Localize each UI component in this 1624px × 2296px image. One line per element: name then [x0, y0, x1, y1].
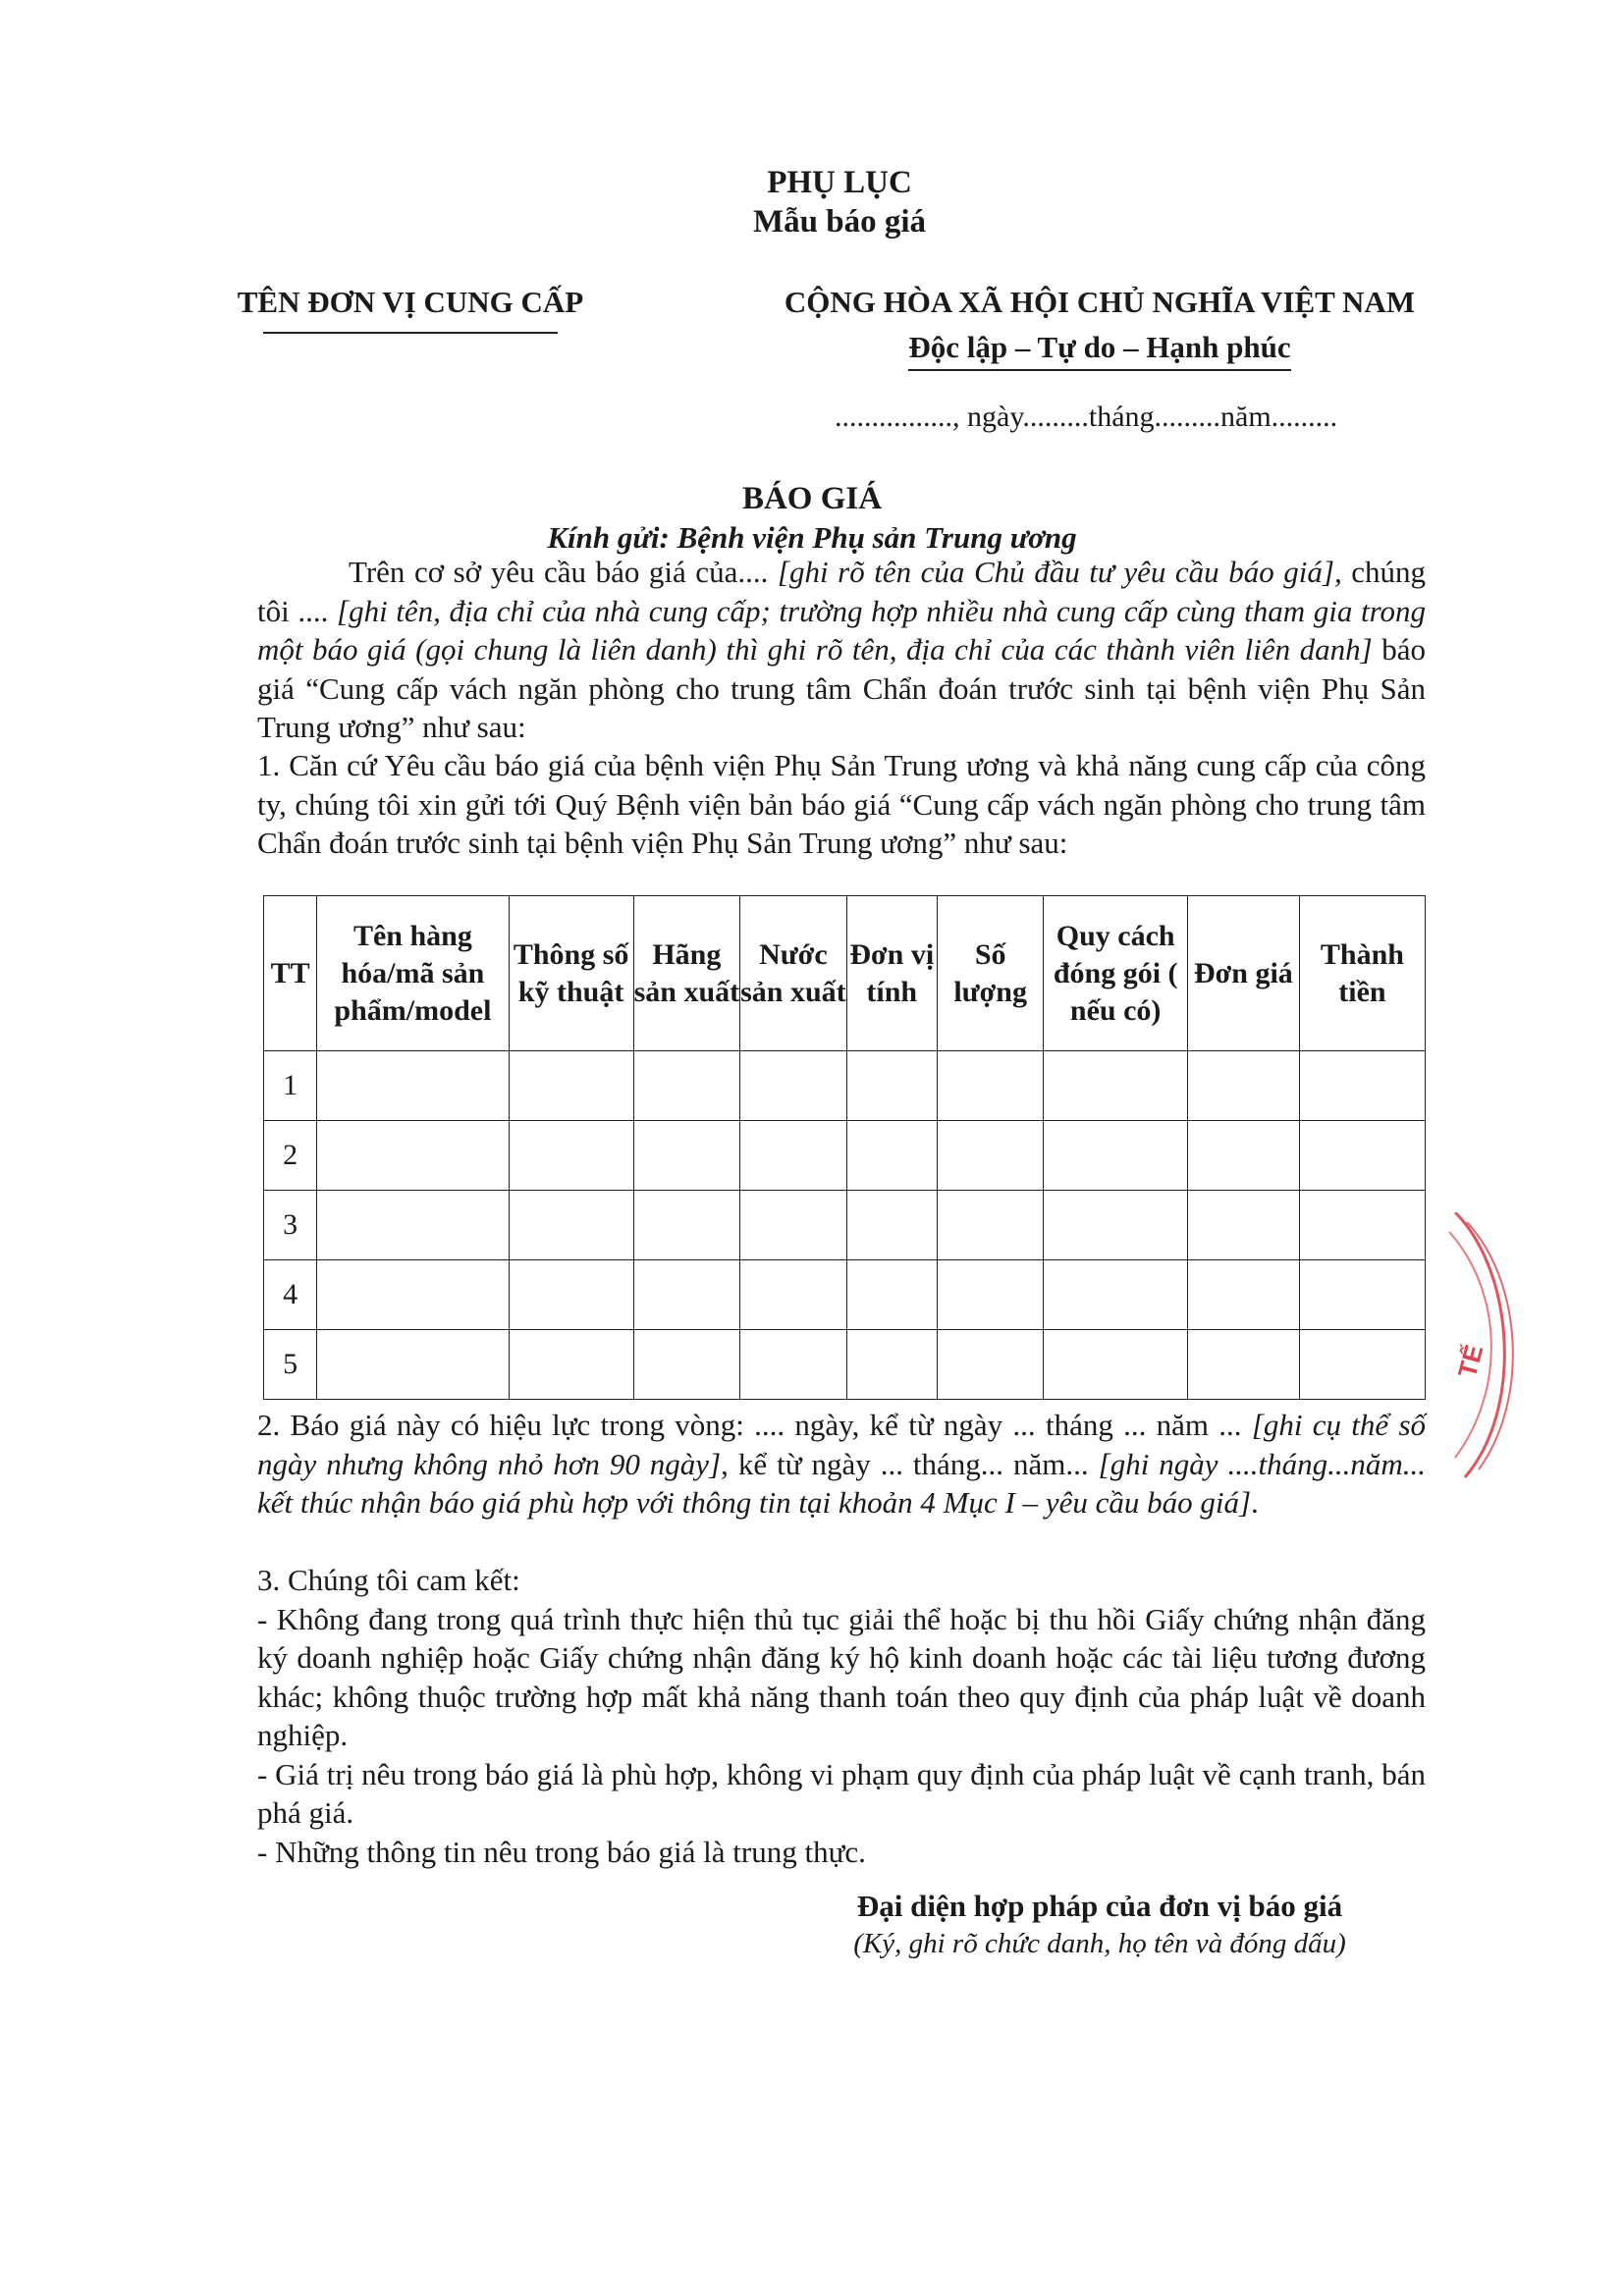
row-number: 2	[264, 1121, 317, 1191]
table-cell[interactable]	[937, 1260, 1044, 1330]
row-number: 3	[264, 1191, 317, 1260]
intro-hint-1: [ghi rõ tên của Chủ đầu tư yêu cầu báo giá],	[777, 555, 1342, 589]
table-cell[interactable]	[509, 1191, 633, 1260]
header-tt: TT	[264, 896, 317, 1051]
table-cell[interactable]	[1044, 1051, 1188, 1121]
table-cell[interactable]	[1044, 1330, 1188, 1400]
supplier-name: TÊN ĐƠN VỊ CUNG CẤP	[237, 285, 584, 319]
section-2-text-1: 2. Báo giá này có hiệu lực trong vòng: .... ngày, kể từ ngày ... tháng ... năm ...	[257, 1408, 1242, 1442]
section-2-text-3: .	[1251, 1485, 1259, 1520]
table-cell[interactable]	[740, 1330, 847, 1400]
intro-hint-2: [ghi tên, địa chỉ của nhà cung cấp; trường hợp nhiều nhà cung cấp cùng tham gia trong một báo giá (gọi chung là liên danh) thì ghi rõ tên, địa chỉ của các thành viên liên danh]	[257, 593, 1427, 667]
addressee-label: Kính gửi:	[547, 520, 670, 555]
table-cell[interactable]	[1044, 1121, 1188, 1191]
table-cell[interactable]	[937, 1121, 1044, 1191]
header-total: Thành tiền	[1299, 896, 1425, 1051]
signature-block	[805, 1889, 1394, 1960]
table-cell[interactable]	[740, 1051, 847, 1121]
intro-text-1: Trên cơ sở yêu cầu báo giá của....	[349, 555, 769, 589]
header-product-name: Tên hàng hóa/mã sản phẩm/model	[317, 896, 509, 1051]
table-cell[interactable]	[846, 1121, 937, 1191]
table-cell[interactable]	[846, 1330, 937, 1400]
commitment-item: - Không đang trong quá trình thực hiện thủ tục giải thể hoặc bị thu hồi Giấy chứng nhận đăng ký doanh nghiệp hoặc Giấy chứng nhận đăng ký hộ kinh doanh hoặc các tài liệu tương đương khác; không thuộc trường hợp mất khả năng thanh toán theo quy định của pháp luật về doanh nghiệp.	[257, 1601, 1426, 1752]
table-cell[interactable]	[1044, 1191, 1188, 1260]
table-row	[264, 1051, 1426, 1121]
section-2-text-2: , kể từ ngày ... tháng... năm...	[721, 1446, 1089, 1481]
table-cell[interactable]	[1299, 1260, 1425, 1330]
quote-table	[263, 895, 1426, 1400]
table-cell[interactable]	[846, 1191, 937, 1260]
table-cell[interactable]	[740, 1260, 847, 1330]
table-cell[interactable]	[1299, 1121, 1425, 1191]
section-1: 1. Căn cứ Yêu cầu báo giá của bệnh viện Phụ Sản Trung ương và khả năng cung cấp của công ty, chúng tôi xin gửi tới Quý Bệnh viện bản báo giá “Cung cấp vách ngăn phòng cho trung tâm Chẩn đoán trước sinh tại bệnh viện Phụ Sản Trung ương” như sau:	[257, 748, 1426, 860]
table-cell[interactable]	[846, 1260, 937, 1330]
table-cell[interactable]	[1044, 1260, 1188, 1330]
section-2-hint-2: [ghi ngày ....tháng...năm... kết thúc nhận báo giá phù hợp với thông tin tại khoản 4 Mục I – yêu cầu báo giá]	[257, 1446, 1427, 1520]
quote-title: BÁO GIÁ	[741, 481, 883, 516]
table-cell[interactable]	[937, 1051, 1044, 1121]
table-cell[interactable]	[1299, 1191, 1425, 1260]
intro-text-3: báo giá “Cung cấp vách ngăn phòng cho trung tâm Chẩn đoán trước sinh tại bệnh viện Phụ Sản Trung ương” như sau:	[257, 632, 1427, 744]
table-cell[interactable]	[633, 1121, 740, 1191]
table-cell[interactable]	[317, 1260, 509, 1330]
partial-red-stamp	[1445, 1212, 1534, 1487]
intro-text-2: chúng tôi ....	[257, 555, 1427, 628]
nation-motto: Độc lập – Tự do – Hạnh phúc	[908, 330, 1290, 371]
row-number: 5	[264, 1330, 317, 1400]
table-cell[interactable]	[1187, 1191, 1299, 1260]
national-header	[766, 285, 1434, 371]
header-unit: Đơn vị tính	[846, 896, 937, 1051]
stamp-text: TẾ	[1451, 1341, 1489, 1381]
table-cell[interactable]	[740, 1191, 847, 1260]
table-cell[interactable]	[509, 1260, 633, 1330]
table-row	[264, 1121, 1426, 1191]
table-cell[interactable]	[509, 1121, 633, 1191]
section-2	[257, 1406, 1426, 1522]
table-cell[interactable]	[633, 1260, 740, 1330]
table-cell[interactable]	[1187, 1051, 1299, 1121]
table-row	[264, 1330, 1426, 1400]
table-cell[interactable]	[1299, 1330, 1425, 1400]
table-cell[interactable]	[937, 1191, 1044, 1260]
signature-title: Đại diện hợp pháp của đơn vị báo giá	[856, 1889, 1343, 1923]
table-cell[interactable]	[509, 1330, 633, 1400]
table-cell[interactable]	[317, 1191, 509, 1260]
table-cell[interactable]	[317, 1330, 509, 1400]
header-manufacturer: Hãng sản xuất	[633, 896, 740, 1051]
signature-note: (Ký, ghi rõ chức danh, họ tên và đóng dấu)	[853, 1928, 1346, 1959]
intro-paragraph	[257, 553, 1426, 747]
header-unit-price: Đơn giá	[1187, 896, 1299, 1051]
supplier-underline	[263, 332, 558, 334]
section-3	[257, 1561, 1426, 1871]
table-cell[interactable]	[317, 1051, 509, 1121]
addressee-line	[0, 520, 1624, 556]
commitment-item: - Giá trị nêu trong báo giá là phù hợp, không vi phạm quy định của pháp luật về cạnh tranh, bán phá giá.	[257, 1756, 1426, 1830]
table-cell[interactable]	[633, 1051, 740, 1121]
date-line: ................, ngày.........tháng.........năm.........	[835, 400, 1338, 433]
header-specs: Thông số kỹ thuật	[509, 896, 633, 1051]
table-cell[interactable]	[740, 1121, 847, 1191]
appendix-subtitle: Mẫu báo giá	[752, 204, 927, 240]
table-cell[interactable]	[846, 1051, 937, 1121]
nation-name: CỘNG HÒA XÃ HỘI CHỦ NGHĨA VIỆT NAM	[784, 285, 1416, 319]
table-cell[interactable]	[317, 1121, 509, 1191]
table-row	[264, 1191, 1426, 1260]
table-cell[interactable]	[633, 1330, 740, 1400]
header-country: Nước sản xuất	[740, 896, 847, 1051]
row-number: 4	[264, 1260, 317, 1330]
table-cell[interactable]	[937, 1330, 1044, 1400]
commitment-item: - Những thông tin nêu trong báo giá là trung thực.	[257, 1834, 866, 1869]
table-cell[interactable]	[509, 1051, 633, 1121]
table-cell[interactable]	[1187, 1121, 1299, 1191]
addressee-name: Bệnh viện Phụ sản Trung ương	[677, 520, 1077, 555]
supplier-block	[234, 285, 587, 334]
section-3-heading: 3. Chúng tôi cam kết:	[257, 1563, 520, 1597]
section-2-hint-1: [ghi cụ thể số ngày nhưng không nhỏ hơn 90 ngày]	[257, 1408, 1427, 1481]
header-quantity: Số lượng	[937, 896, 1044, 1051]
table-cell[interactable]	[1187, 1260, 1299, 1330]
header-packaging: Quy cách đóng gói ( nếu có)	[1044, 896, 1188, 1051]
row-number: 1	[264, 1051, 317, 1121]
table-header-row	[264, 896, 1426, 1051]
table-cell[interactable]	[633, 1191, 740, 1260]
table-row	[264, 1260, 1426, 1330]
appendix-title: PHỤ LỤC	[767, 165, 912, 200]
table-cell[interactable]	[1187, 1330, 1299, 1400]
table-cell[interactable]	[1299, 1051, 1425, 1121]
